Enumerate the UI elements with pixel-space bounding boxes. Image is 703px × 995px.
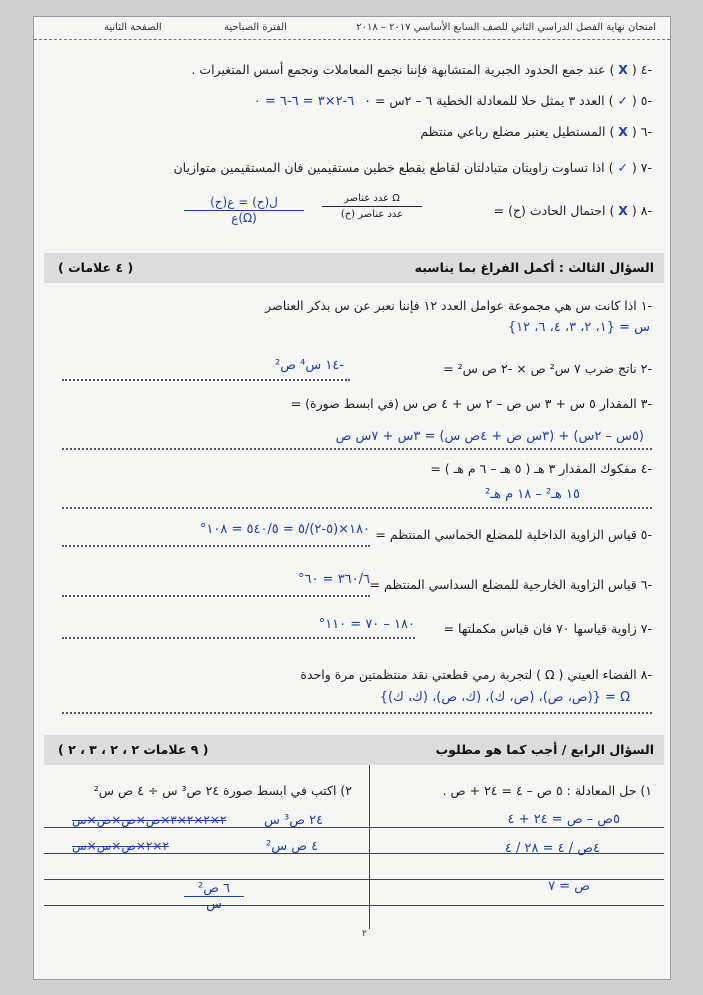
tf-5-work: ٦-٢×٣ = ٦-٦ = ٠ [253, 94, 355, 109]
fill-item-4: -٤ مفكوك المقدار ٣ هـ ( ٥ هـ – ٦ م هـ ) = [430, 461, 652, 476]
header-divider [34, 39, 670, 40]
fill-item-8: -٨ الفضاء العيني ( Ω ) لتجربة رمي قطعتي نقد منتظمتين مرة واحدة [300, 667, 652, 682]
period-label: الفترة الصباحية [224, 22, 287, 33]
q4-2-result: ٦ ص² س [184, 881, 244, 912]
fill-item-6: -٦ قياس الزاوية الخارجية للمضلع السداسي المنتظم = [369, 577, 652, 592]
fill-5-answer: ١٨٠×(٥-٢)/٥ = ٥٤٠/٥ = ١٠٨° [199, 522, 370, 537]
q4-1-step-3: ص = ٧ [548, 879, 590, 894]
probability-fraction: عدد عناصر Ω عدد عناصر (ح) [322, 193, 422, 220]
fill-4-answer: ١٥ هـ² – ١٨ م هـ² [485, 487, 580, 502]
tf-item-4: -٤ ( X ) عند جمع الحدود الجبرية المتشابهة فإننا نجمع المعاملات ونجمع أسس المتغيرات . [191, 62, 652, 77]
page-label: الصفحة الثانية [104, 22, 162, 33]
tf-item-6: -٦ ( X ) المستطيل يعتبر مضلع رباعي منتظم [420, 124, 652, 139]
section-3-title: السؤال الثالث : أكمل الفراغ بما يناسبه [414, 260, 654, 275]
cross-mark: X [618, 203, 628, 218]
tf-8-work: ل(ح) = ع(ح) ع(Ω) [184, 195, 304, 225]
q4-2-label: ٢) اكتب في ابسط صورة ٢٤ ص³ س ÷ ٤ ص س² [93, 783, 352, 798]
cross-mark: X [618, 62, 628, 77]
fill-6-answer: ٣٦٠/٦ = ٦٠° [298, 572, 370, 587]
q4-2-lhs-num: ٢٤ ص³ س [264, 813, 324, 828]
exam-title: امتحان نهاية الفصل الدراسي الثاني للصف السابع الأساسي ٢٠١٧ – ٢٠١٨ [356, 22, 656, 33]
section-4-header [44, 735, 664, 765]
answer-line [62, 545, 370, 547]
cross-mark: X [618, 124, 628, 139]
tf-item-8: -٨ ( X ) احتمال الحادث (ح) = [493, 203, 652, 218]
section-3-marks: ( ٤ علامات ) [58, 260, 134, 275]
q4-2-crossed-bottom: ٢×٢×ص×س×س [72, 839, 169, 853]
fill-2-answer: -١٤ س⁴ ص² [275, 358, 344, 373]
answer-line [62, 379, 350, 381]
q4-1-label: ١) حل المعادلة : ٥ ص – ٤ = ٢٤ + ص . [442, 783, 652, 798]
exam-sheet [33, 16, 671, 980]
check-mark: ✓ [617, 93, 628, 108]
grid-line [44, 905, 664, 906]
fill-3-answer: (٥س – ٢س) + (٣س ص + ٤ص س) = ٣س + ٧س ص [335, 429, 644, 444]
section-4-marks: ( ٩ علامات ٢ ، ٢ ، ٣ ، ٢ ) [58, 742, 209, 757]
answer-line [62, 507, 652, 509]
fill-7-answer: ١٨٠ – ٧٠ = ١١٠° [318, 617, 415, 632]
fill-item-3: -٣ المقدار ٥ س + ٣ س ص – ٢ س + ٤ ص س (في ابسط صورة) = [290, 396, 652, 411]
fill-item-7: -٧ زاوية قياسها ٧٠ فان قياس مكملتها = [443, 621, 652, 636]
answer-line [62, 712, 652, 714]
fill-item-2: -٢ ناتج ضرب ٧ س² ص × -٢ ص س² = [443, 361, 652, 376]
answer-line [62, 448, 652, 450]
check-mark: ✓ [617, 160, 628, 175]
tf-item-5: -٥ ( ✓ ) العدد ٣ يمثل حلا للمعادلة الخطية ٦ – ٢س = ٠ ٦-٢×٣ = ٦-٦ = ٠ [253, 93, 652, 109]
page-number: ٢ [362, 929, 367, 939]
grid-line [44, 827, 664, 828]
fill-item-1: -١ اذا كانت س هي مجموعة عوامل العدد ١٢ فإننا نعبر عن س بذكر العناصر [265, 298, 652, 313]
q4-2-crossed-top: ٢×٢×٢×٣×ص×ص×ص×س [72, 813, 227, 827]
q4-1-step-2: ٤ص / ٤ = ٢٨ / ٤ [504, 841, 600, 856]
fill-item-5: -٥ قياس الزاوية الداخلية للمضلع الخماسي المنتظم = [375, 527, 652, 542]
page-header [34, 17, 670, 39]
fill-8-answer: Ω = {(ص، ص)، (ص، ك)، (ك، ص)، (ك، ك)} [379, 690, 630, 705]
tf-item-7: -٧ ( ✓ ) اذا تساوت زاويتان متبادلتان لقاطع يقطع خطين مستقيمين فان المستقيمين متوازيان [173, 160, 652, 175]
answer-line [62, 637, 415, 639]
section-4-title: السؤال الرابع / أجب كما هو مطلوب [435, 742, 654, 757]
section-3-header [44, 253, 664, 283]
q4-1-step-1: ٥ص – ص = ٢٤ + ٤ [507, 812, 620, 827]
fill-1-answer: س = {١، ٢، ٣، ٤، ٦، ١٢} [507, 320, 650, 335]
answer-line [62, 595, 370, 597]
q4-2-lhs-den: ٤ ص س² [266, 839, 319, 854]
